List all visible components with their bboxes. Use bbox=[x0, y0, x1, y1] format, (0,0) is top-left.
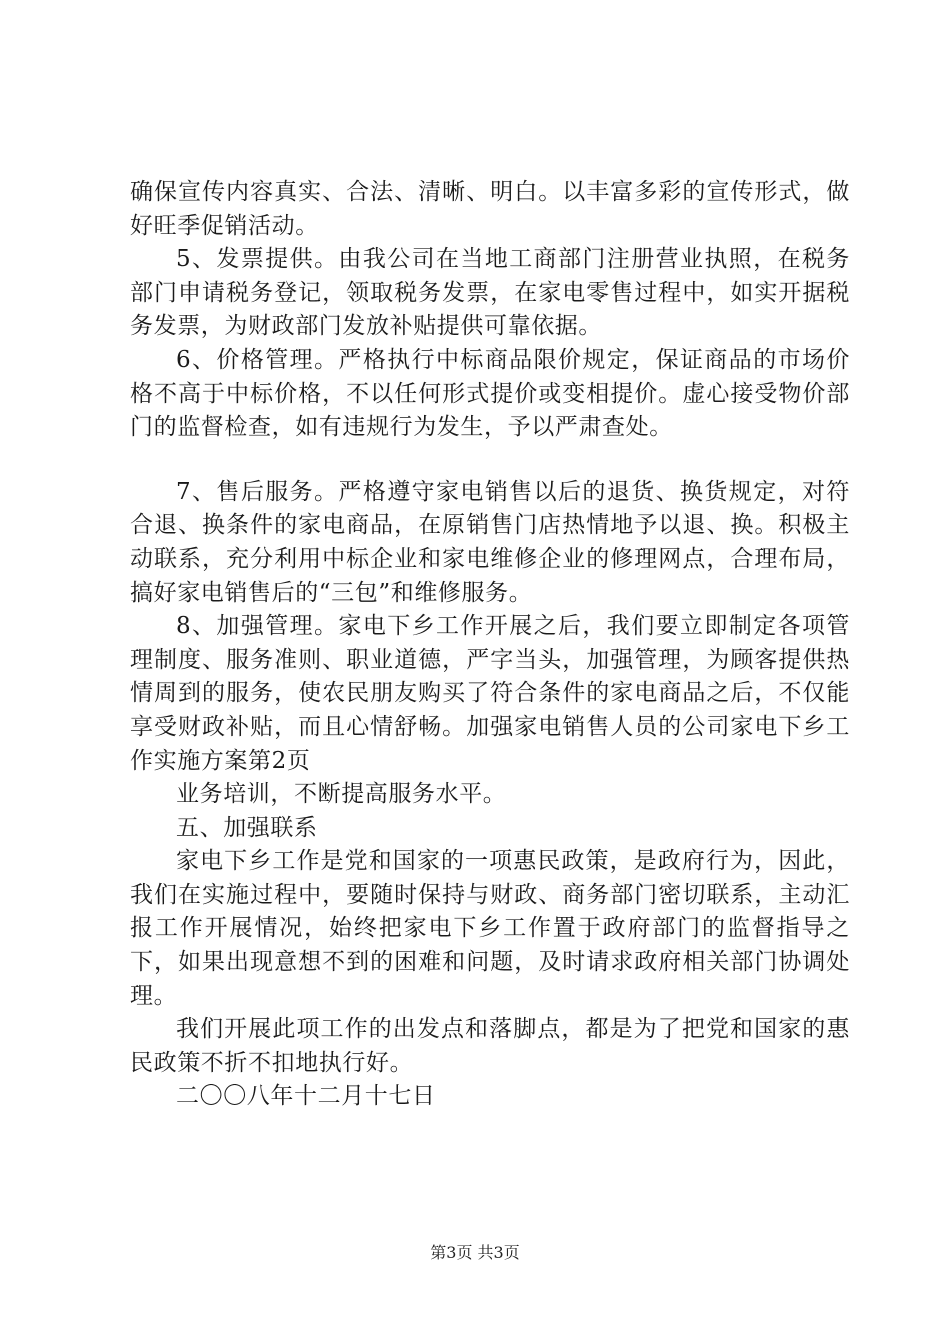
paragraph-after-sales: 7、售后服务。严格遵守家电销售以后的退货、换货规定，对符合退、换条件的家电商品，在原销售门店热情地予以退、换。积极主动联系，充分利用中标企业和家电维修企业的修理网点，合理布局，搞好家电销售后的“三包”和维修服务。 bbox=[130, 478, 850, 606]
paragraph-conclusion: 我们开展此项工作的出发点和落脚点，都是为了把党和国家的惠民政策不折不扣地执行好。 bbox=[130, 1016, 850, 1076]
page-number-label: 第3页 共3页 bbox=[430, 1243, 520, 1262]
page-footer bbox=[0, 1243, 950, 1263]
section-heading-liaison: 五、加强联系 bbox=[176, 814, 318, 841]
document-date: 二〇〇八年十二月十七日 bbox=[176, 1083, 436, 1110]
paragraph-training: 业务培训，不断提高服务水平。 bbox=[176, 781, 507, 808]
paragraph-gap bbox=[130, 445, 850, 476]
paragraph-invoice: 5、发票提供。由我公司在当地工商部门注册营业执照，在税务部门申请税务登记，领取税务发票，在家电零售过程中，如实开据税务发票，为财政部门发放补贴提供可靠依据。 bbox=[130, 246, 850, 340]
document-body bbox=[130, 176, 850, 1114]
paragraph-management: 8、加强管理。家电下乡工作开展之后，我们要立即制定各项管理制度、服务准则、职业道德，严字当头，加强管理，为顾客提供热情周到的服务，使农民朋友购买了符合条件的家电商品之后，不仅能享受财政补贴，而且心情舒畅。加强家电销售人员的公司家电下乡工作实施方案第2页 bbox=[130, 613, 850, 774]
paragraph-pricing: 6、价格管理。严格执行中标商品限价规定，保证商品的市场价格不高于中标价格，不以任何形式提价或变相提价。虚心接受物价部门的监督检查，如有违规行为发生，予以严肃查处。 bbox=[130, 346, 850, 441]
paragraph-liaison: 家电下乡工作是党和国家的一项惠民政策，是政府行为，因此，我们在实施过程中，要随时保持与财政、商务部门密切联系，主动汇报工作开展情况，始终把家电下乡工作置于政府部门的监督指导之下，如果出现意想不到的困难和问题，及时请求政府相关部门协调处理。 bbox=[130, 848, 850, 1009]
paragraph-promotion-continued: 确保宣传内容真实、合法、清晰、明白。以丰富多彩的宣传形式，做好旺季促销活动。 bbox=[130, 179, 850, 239]
